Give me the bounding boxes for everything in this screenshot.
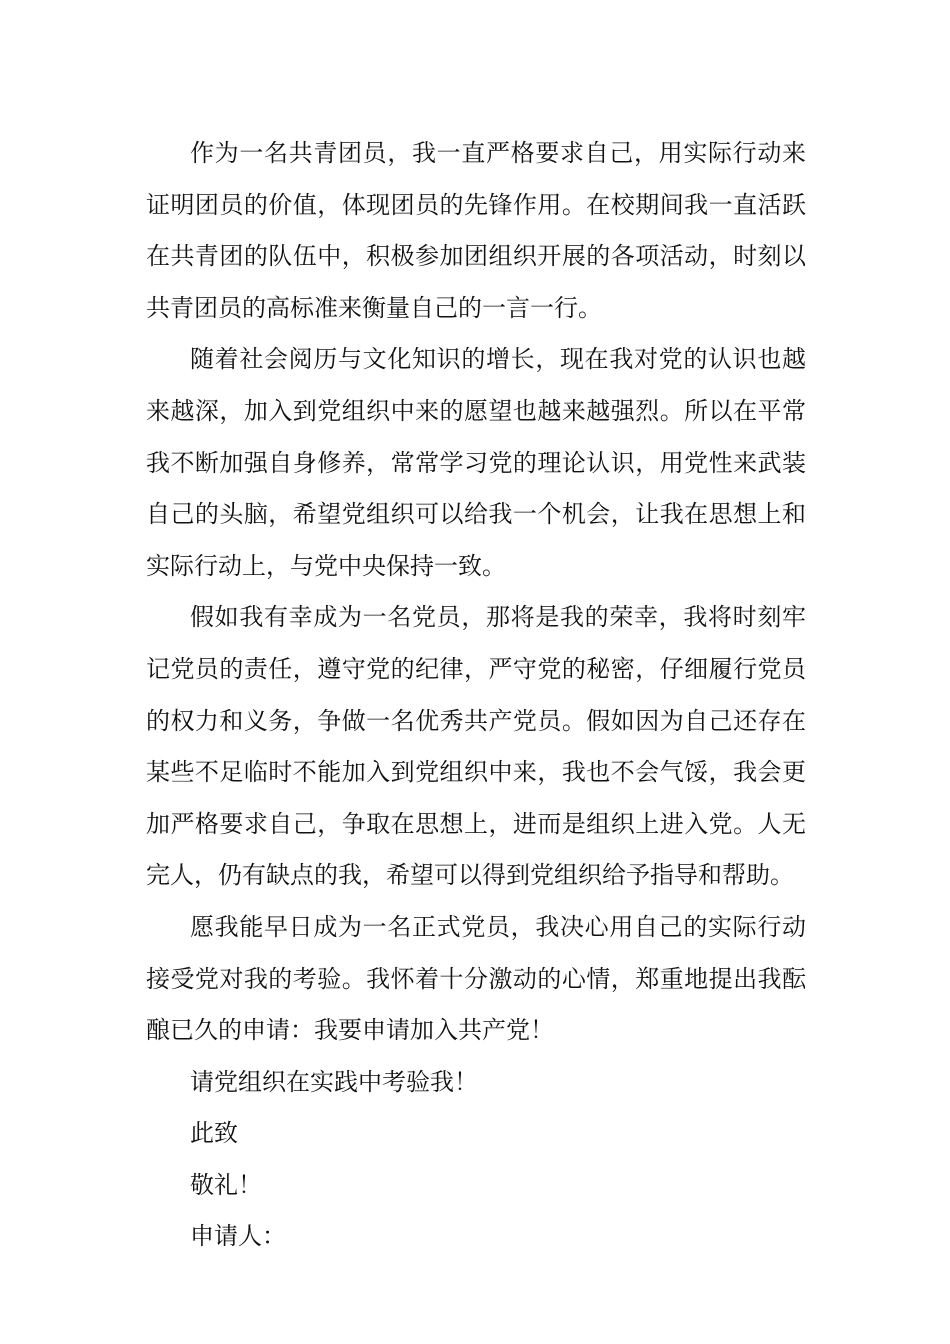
paragraph-3: 假如我有幸成为一名党员，那将是我的荣幸，我将时刻牢记党员的责任，遵守党的纪律，严守党的秘密，仔细履行党员的权力和义务，争做一名优秀共产党员。假如因为自己还存在某些不足临时不能加入到党组织中来，我也不会气馁，我会更加严格要求自己，争取在思想上，进而是组织上进入党。人无完人，仍有缺点的我，希望可以得到党组织给予指导和帮助。: [146, 603, 806, 890]
applicant-label: 申请人：: [190, 1222, 286, 1251]
paragraph-2: 随着社会阅历与文化知识的增长，现在我对党的认识也越来越深，加入到党组织中来的愿望也越来越强烈。所以在平常我不断加强自身修养，常常学习党的理论认识，用党性来武装自己的头脑，希望党组织可以给我一个机会，让我在思想上和实际行动上，与党中央保持一致。: [146, 345, 806, 580]
salutation-jing-li: 敬礼！: [190, 1170, 262, 1199]
closing-request: 请党组织在实践中考验我！: [190, 1067, 478, 1096]
salutation-ci-zhi: 此致: [190, 1119, 238, 1148]
paragraph-4: 愿我能早日成为一名正式党员，我决心用自己的实际行动接受党对我的考验。我怀着十分激动的心情，郑重地提出我酝酿已久的申请：我要申请加入共产党！: [146, 912, 806, 1045]
paragraph-1: 作为一名共青团员，我一直严格要求自己，用实际行动来证明团员的价值，体现团员的先锋作用。在校期间我一直活跃在共青团的队伍中，积极参加团组织开展的各项活动，时刻以共青团员的高标准来衡量自己的一言一行。: [146, 139, 806, 322]
document-body: [146, 128, 806, 1263]
